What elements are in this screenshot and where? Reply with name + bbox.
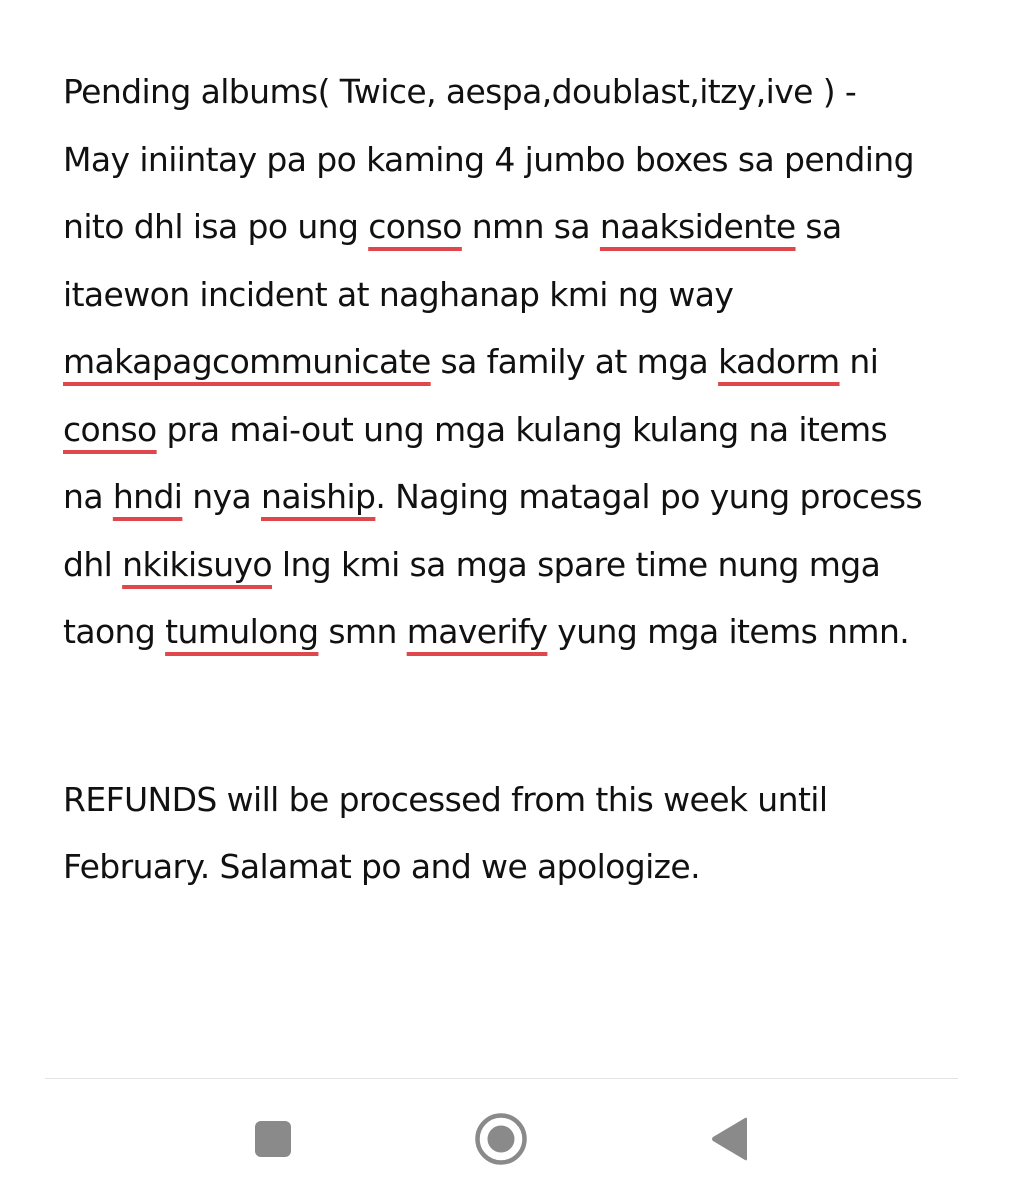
triangle-back-icon <box>709 1116 751 1162</box>
text-line <box>63 598 963 666</box>
text-line <box>63 193 963 261</box>
misspelled-word: nkikisuyo <box>122 544 273 584</box>
text-segment: sa <box>795 207 842 246</box>
text-segment: sa family at mga <box>430 342 719 381</box>
text-line <box>63 58 963 126</box>
back-button[interactable] <box>700 1109 760 1169</box>
text-segment: smn <box>318 612 407 651</box>
misspelled-word: tumulong <box>165 612 319 651</box>
misspelled-word: naiship <box>261 477 376 516</box>
system-navigation-bar <box>0 1079 1009 1200</box>
misspelled-word: makapagcommunicate <box>63 342 431 381</box>
misspelled-word: hndi <box>112 477 183 516</box>
text-segment: . Naging matagal po yung process <box>375 477 923 516</box>
text-segment: dhl <box>63 544 123 584</box>
text-segment: itaewon incident at naghanap kmi ng way <box>63 274 734 314</box>
circle-home-icon <box>474 1112 528 1166</box>
recents-button[interactable] <box>243 1109 303 1169</box>
text-line <box>63 766 963 834</box>
text-line <box>63 463 963 531</box>
post-text-area <box>63 58 963 901</box>
misspelled-word: conso <box>63 409 157 449</box>
text-line <box>63 328 963 396</box>
text-line <box>63 126 963 194</box>
text-segment: pra mai-out ung mga kulang kulang na items <box>156 409 888 449</box>
text-line <box>63 396 963 464</box>
text-line <box>63 261 963 329</box>
text-segment: nya <box>182 477 262 516</box>
text-segment: taong <box>63 612 166 651</box>
text-segment: nito dhl isa po ung <box>63 207 369 246</box>
text-segment: REFUNDS will be processed from this week until <box>63 779 828 819</box>
paragraph-refunds <box>63 766 963 901</box>
text-segment: February. Salamat po and we apologize. <box>63 847 700 886</box>
misspelled-word: conso <box>368 207 462 246</box>
paragraph-pending-albums <box>63 58 963 666</box>
text-segment: yung mga items nmn. <box>547 612 910 651</box>
text-segment: ni <box>839 342 879 381</box>
text-segment: May iniintay pa po kaming 4 jumbo boxes sa pending <box>63 139 914 179</box>
misspelled-word: maverify <box>406 612 548 651</box>
text-line <box>63 531 963 599</box>
text-segment: Pending albums( Twice, aespa,doublast,itzy,ive ) - <box>63 72 857 111</box>
misspelled-word: kadorm <box>718 342 840 381</box>
text-segment: lng kmi sa mga spare time nung mga <box>272 544 881 584</box>
home-button[interactable] <box>471 1109 531 1169</box>
text-line <box>63 833 963 901</box>
square-icon <box>254 1120 292 1158</box>
misspelled-word: naaksidente <box>599 207 796 246</box>
text-segment: na <box>63 477 113 516</box>
text-segment: nmn sa <box>461 207 600 246</box>
